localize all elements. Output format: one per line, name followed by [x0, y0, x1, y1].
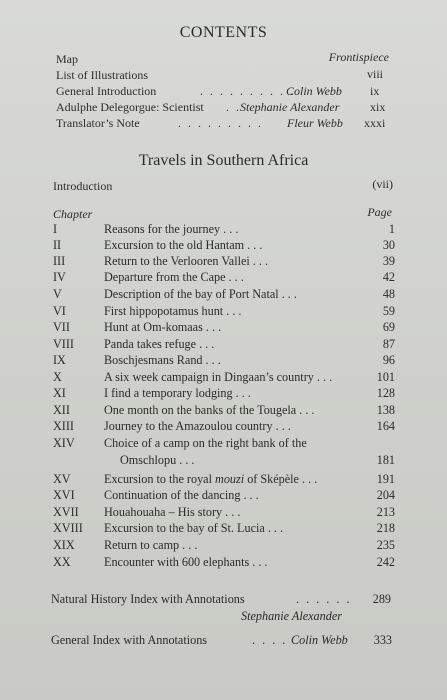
page-column-header: Page	[367, 205, 392, 219]
chapter-number: XVI	[53, 488, 75, 502]
chapter-number: XX	[53, 555, 71, 569]
chapter-number: XV	[53, 472, 71, 486]
chapter-number: XIV	[53, 436, 75, 450]
chapter-title-part: of Sképèle . . .	[244, 472, 318, 486]
chapter-number: VIII	[53, 337, 74, 351]
chapter-page: 39	[382, 254, 395, 268]
chapter-page: 101	[376, 370, 395, 384]
index-dots: . . . .	[252, 633, 288, 647]
fm-translator-dots: . . . . . . . . .	[178, 116, 263, 130]
chapter-number: III	[53, 254, 66, 268]
index-label: General Index with Annotations	[51, 633, 208, 647]
chapter-title-part: Excursion to the royal	[104, 472, 216, 486]
introduction-page: (vii)	[372, 177, 393, 191]
chapter-page: 235	[376, 538, 395, 552]
chapter-number: VII	[53, 320, 70, 334]
chapter-number: IX	[53, 353, 66, 367]
chapter-title: First hippopotamus hunt . . .	[104, 304, 242, 318]
chapter-title-continued: Omschlopu . . .	[120, 453, 195, 467]
chapter-page: 128	[376, 386, 395, 400]
chapter-title: A six week campaign in Dingaan’s country . . .	[104, 370, 333, 384]
chapter-title: Description of the bay of Port Natal . . .	[104, 287, 297, 301]
fm-translator-page: xxxi	[364, 116, 386, 130]
chapter-title: Continuation of the dancing . . .	[104, 488, 259, 502]
chapter-title	[104, 472, 317, 487]
contents-title: CONTENTS	[179, 24, 268, 41]
chapter-number: XIII	[53, 419, 74, 433]
chapter-title: I find a temporary lodging . . .	[104, 386, 251, 400]
chapter-title: Departure from the Cape . . .	[104, 270, 244, 284]
chapter-page: 69	[382, 320, 395, 334]
fm-map-label: Map	[56, 52, 78, 66]
chapter-title: Boschjesmans Rand . . .	[104, 353, 221, 367]
chapter-page: 181	[376, 453, 395, 467]
chapter-page: 218	[376, 521, 395, 535]
fm-delegorgue-label: Adulphe Delegorgue: Scientist	[56, 100, 204, 114]
chapter-page: 191	[376, 472, 395, 486]
chapter-title: Excursion to the bay of St. Lucia . . .	[104, 521, 284, 535]
fm-delegorgue-dots: . .	[226, 100, 241, 114]
chapter-page: 87	[382, 337, 395, 351]
chapter-column-header: Chapter	[53, 207, 93, 221]
chapter-page: 242	[376, 555, 395, 569]
chapter-page: 204	[376, 488, 395, 502]
fm-general-intro-dots: . . . . . . . . . .	[200, 84, 295, 98]
fm-delegorgue-page: xix	[370, 100, 386, 114]
index-dots: . . . . . .	[296, 592, 352, 606]
chapter-title: Journey to the Amazoulou country . . .	[104, 419, 291, 433]
chapter-page: 30	[382, 238, 395, 252]
index-page: 289	[372, 592, 391, 606]
chapter-number: VI	[53, 304, 66, 318]
chapter-page: 96	[382, 353, 395, 367]
index-author: Stephanie Alexander	[241, 609, 342, 623]
section-title: Travels in Southern Africa	[138, 152, 309, 169]
fm-general-intro-label: General Introduction	[56, 84, 157, 98]
chapter-page: 213	[376, 505, 395, 519]
index-page: 333	[373, 633, 392, 647]
chapter-title: Houahouaha – His story . . .	[104, 505, 241, 519]
chapter-number: II	[53, 238, 62, 252]
fm-illustrations-page: viii	[366, 67, 383, 81]
chapter-number: IV	[53, 270, 66, 284]
chapter-title: Panda takes refuge . . .	[104, 337, 215, 351]
fm-general-intro-page: ix	[370, 84, 380, 98]
introduction-label: Introduction	[53, 179, 113, 193]
chapter-number: I	[53, 222, 58, 236]
fm-illustrations-label: List of Illustrations	[56, 68, 148, 82]
fm-translator-label: Translator’s Note	[56, 116, 140, 130]
chapter-title: Return to camp . . .	[104, 538, 198, 552]
chapter-page: 1	[388, 222, 395, 236]
chapter-page: 138	[376, 403, 395, 417]
chapter-title: Excursion to the old Hantam . . .	[104, 238, 263, 252]
chapter-title: Reasons for the journey . . .	[104, 222, 239, 236]
chapter-page: 59	[382, 304, 395, 318]
chapter-number: X	[53, 370, 62, 384]
chapter-number: XII	[53, 403, 70, 417]
chapter-number: XI	[53, 386, 66, 400]
chapter-title: One month on the banks of the Tougela . . .	[104, 403, 315, 417]
index-label: Natural History Index with Annotations	[51, 592, 245, 606]
chapter-page: 48	[382, 287, 395, 301]
chapter-title: Return to the Verlooren Vallei . . .	[104, 254, 269, 268]
chapter-number: XVII	[53, 505, 79, 519]
index-author: Colin Webb	[291, 633, 348, 647]
chapter-number: XIX	[53, 538, 75, 552]
chapter-number: V	[53, 287, 62, 301]
chapter-page: 42	[382, 270, 395, 284]
fm-delegorgue-author: Stephanie Alexander	[240, 100, 340, 114]
fm-general-intro-author: Colin Webb	[286, 84, 342, 98]
fm-map-page: Frontispiece	[328, 50, 389, 64]
chapter-title: Choice of a camp on the right bank of the	[104, 436, 307, 450]
chapter-number: XVIII	[53, 521, 83, 535]
fm-translator-author: Fleur Webb	[287, 116, 343, 130]
chapter-title-italic: mouzi	[215, 472, 245, 486]
chapter-page: 164	[376, 419, 395, 433]
chapter-title: Encounter with 600 elephants . . .	[104, 555, 268, 569]
chapter-title: Hunt at Om-komaas . . .	[104, 320, 222, 334]
